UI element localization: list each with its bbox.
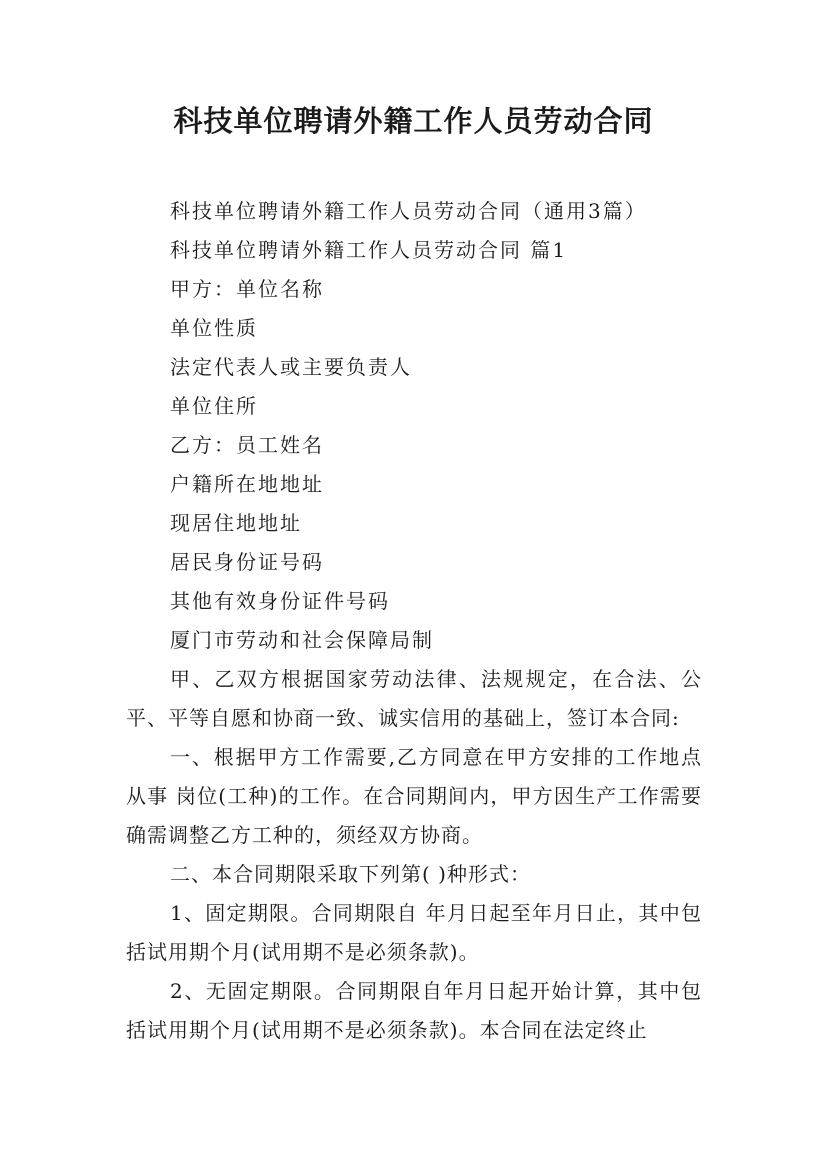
field-current-address: 现居住地地址	[170, 511, 302, 535]
section-heading: 科技单位聘请外籍工作人员劳动合同 篇1	[170, 238, 568, 262]
paragraph-clause-1: 一、根据甲方工作需要,乙方同意在甲方安排的工作地点 从事 岗位(工种)的工作。在合同期间内，甲方因生产工作需要确需调整乙方工种的，须经双方协商。	[126, 745, 702, 847]
document-title: 科技单位聘请外籍工作人员劳动合同	[173, 104, 654, 138]
field-party-a-name: 甲方：单位名称	[170, 277, 324, 301]
paragraph-preamble: 甲、乙双方根据国家劳动法律、法规规定，在合法、公平、平等自愿和协商一致、诚实信用的基础上，签订本合同:	[126, 667, 702, 730]
paragraph-term-open: 2、无固定期限。合同期限自年月日起开始计算，其中包括试用期个月(试用期不是必须条款)。本合同在法定终止	[126, 979, 702, 1042]
field-id-number: 居民身份证号码	[170, 550, 324, 574]
field-household-address: 户籍所在地地址	[170, 472, 324, 496]
field-unit-nature: 单位性质	[170, 316, 258, 340]
field-party-b-name: 乙方：员工姓名	[170, 433, 324, 457]
field-legal-representative: 法定代表人或主要负责人	[170, 355, 412, 379]
document-subtitle: 科技单位聘请外籍工作人员劳动合同（通用3篇）	[170, 199, 647, 223]
field-issuer: 厦门市劳动和社会保障局制	[170, 628, 434, 652]
field-other-id-number: 其他有效身份证件号码	[170, 589, 390, 613]
paragraph-clause-2: 二、本合同期限采取下列第( )种形式：	[170, 862, 531, 886]
paragraph-term-fixed: 1、固定期限。合同期限自 年月日起至年月日止，其中包括试用期个月(试用期不是必须条款)。	[126, 901, 702, 964]
field-unit-address: 单位住所	[170, 394, 258, 418]
